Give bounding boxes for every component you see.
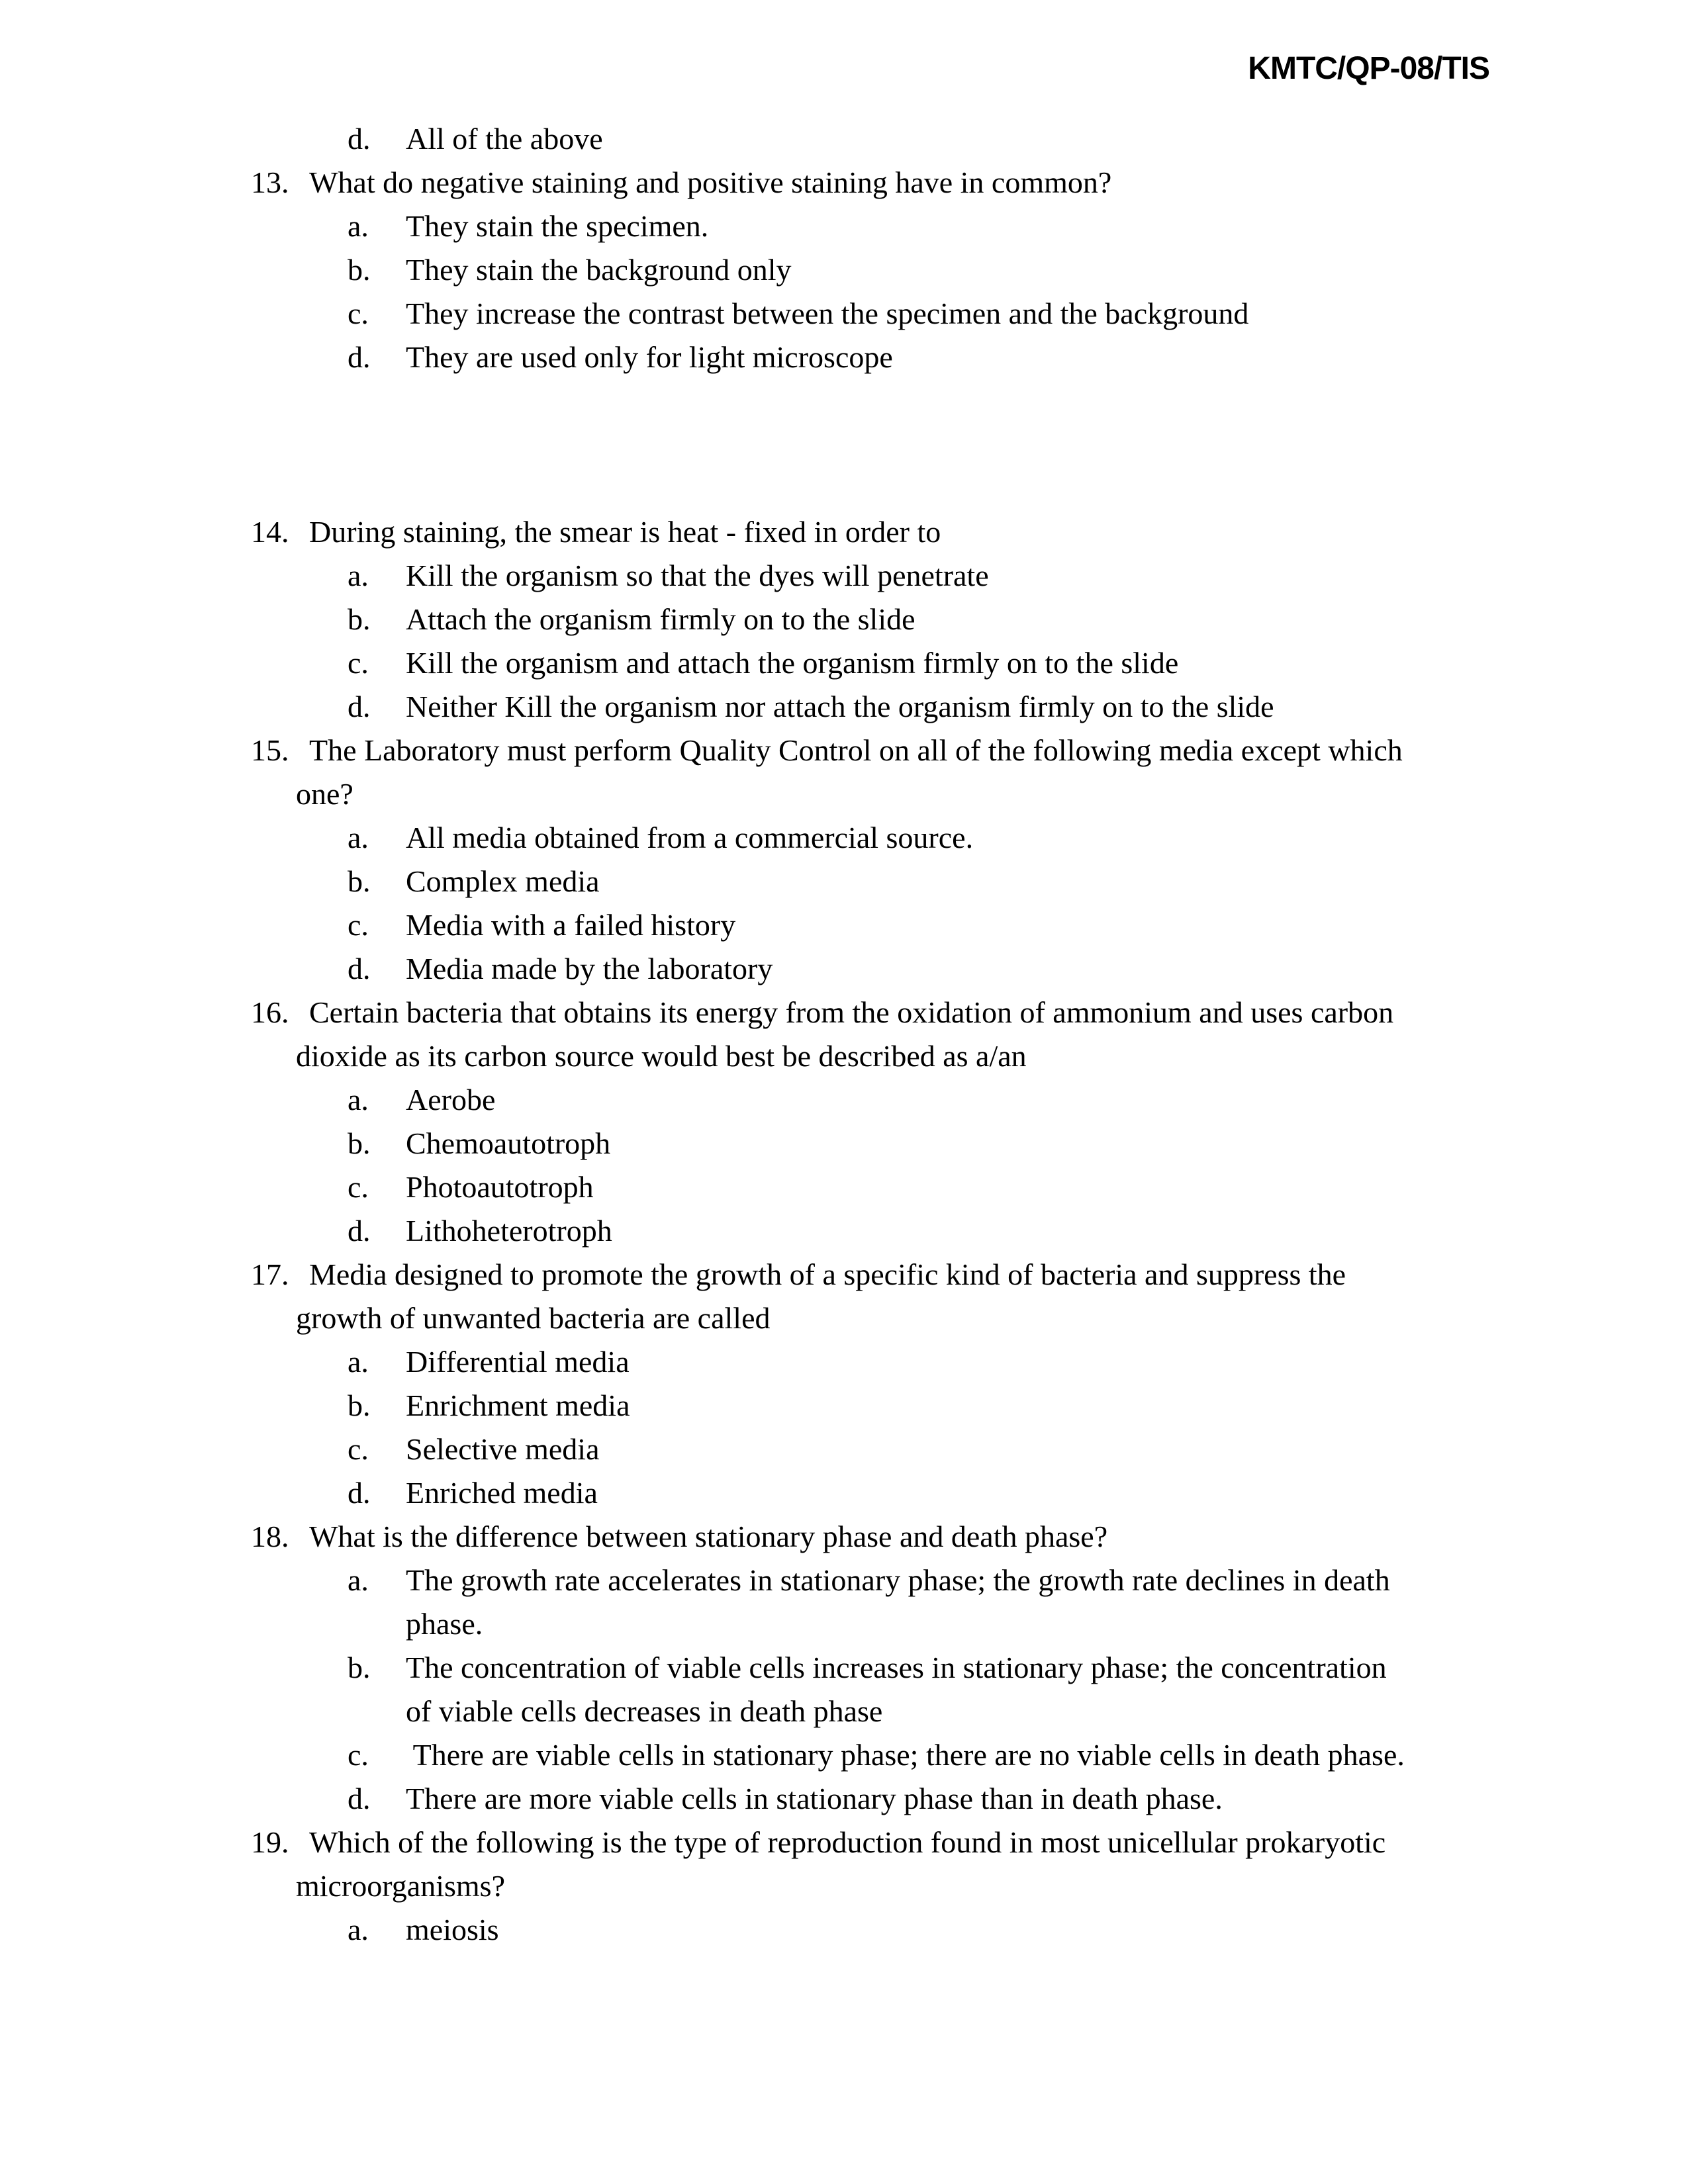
option-letter: b.	[348, 864, 371, 898]
question-number: 15.	[251, 733, 289, 767]
option-text: There are more viable cells in stationary phase than in death phase.	[406, 1782, 1223, 1815]
question-text: What do negative staining and positive staining have in common?	[309, 165, 1112, 199]
option-text: meiosis	[406, 1913, 499, 1946]
option-text: Selective media	[406, 1432, 600, 1466]
question-number: 19.	[251, 1825, 289, 1859]
option-text-continued: phase.	[406, 1607, 483, 1641]
option-line	[0, 205, 1688, 248]
option-line	[0, 598, 1688, 641]
option-letter: d.	[348, 340, 371, 374]
option-line	[0, 903, 1688, 947]
option-line	[0, 292, 1688, 336]
question-text-continued: growth of unwanted bacteria are called	[296, 1301, 771, 1335]
option-text: Photoautotroph	[406, 1170, 594, 1204]
option-line	[0, 1209, 1688, 1253]
option-letter: c.	[348, 908, 369, 942]
option-line	[0, 1908, 1688, 1952]
option-letter: c.	[348, 646, 369, 680]
question-line	[0, 510, 1688, 554]
question-text: Media designed to promote the growth of a specific kind of bacteria and suppress the	[309, 1257, 1346, 1291]
option-line	[0, 1122, 1688, 1165]
question-text: Which of the following is the type of reproduction found in most unicellular prokaryotic	[309, 1825, 1386, 1859]
option-letter: b.	[348, 602, 371, 636]
blank-gap	[0, 379, 1688, 510]
option-letter: c.	[348, 1432, 369, 1466]
question-line	[0, 1821, 1688, 1864]
option-line	[0, 1428, 1688, 1471]
option-line	[0, 1340, 1688, 1384]
option-text: All of the above	[406, 122, 603, 156]
question-text-continued: microorganisms?	[296, 1869, 505, 1903]
option-text: Attach the organism firmly on to the slide	[406, 602, 915, 636]
option-text: Enrichment media	[406, 1388, 630, 1422]
option-line	[0, 1559, 1688, 1602]
option-text: Neither Kill the organism nor attach the organism firmly on to the slide	[406, 690, 1274, 723]
option-letter: a.	[348, 1913, 369, 1946]
question-line	[0, 1253, 1688, 1297]
option-letter: d.	[348, 690, 371, 723]
question-number: 16.	[251, 995, 289, 1029]
option-text: Media made by the laboratory	[406, 952, 773, 985]
option-line	[0, 336, 1688, 379]
option-letter: c.	[348, 1170, 369, 1204]
option-letter: d.	[348, 1214, 371, 1248]
question-number: 13.	[251, 165, 289, 199]
option-text: Kill the organism and attach the organism firmly on to the slide	[406, 646, 1179, 680]
option-letter: b.	[348, 1651, 371, 1684]
questions-area	[0, 117, 1688, 1952]
option-letter: b.	[348, 253, 371, 287]
option-letter: a.	[348, 1345, 369, 1379]
option-line	[0, 1165, 1688, 1209]
option-text: Aerobe	[406, 1083, 496, 1116]
option-text: Complex media	[406, 864, 600, 898]
option-text: Media with a failed history	[406, 908, 736, 942]
option-line	[0, 1384, 1688, 1428]
question-text: What is the difference between stationary phase and death phase?	[309, 1520, 1108, 1553]
option-text-continued: of viable cells decreases in death phase	[406, 1694, 883, 1728]
option-letter: a.	[348, 1563, 369, 1597]
document-code: KMTC/QP-08/TIS	[1248, 51, 1489, 86]
option-text: They stain the specimen.	[406, 209, 709, 243]
option-letter: b.	[348, 1388, 371, 1422]
option-letter: a.	[348, 1083, 369, 1116]
question-number: 18.	[251, 1520, 289, 1553]
question-line	[0, 729, 1688, 772]
option-text: Kill the organism so that the dyes will penetrate	[406, 559, 989, 592]
question-line	[0, 1515, 1688, 1559]
option-letter: a.	[348, 559, 369, 592]
option-line	[0, 1078, 1688, 1122]
option-line	[0, 1733, 1688, 1777]
question-line	[0, 991, 1688, 1034]
option-line	[0, 248, 1688, 292]
option-text: They increase the contrast between the specimen and the background	[406, 296, 1249, 330]
option-letter: c.	[348, 1738, 369, 1772]
option-line	[0, 1471, 1688, 1515]
question-text: During staining, the smear is heat - fixed in order to	[309, 515, 941, 549]
option-line	[0, 1777, 1688, 1821]
option-text: Differential media	[406, 1345, 630, 1379]
option-text: Enriched media	[406, 1476, 598, 1510]
option-letter: d.	[348, 122, 371, 156]
option-letter: d.	[348, 952, 371, 985]
option-line	[0, 554, 1688, 598]
option-text: Lithoheterotroph	[406, 1214, 612, 1248]
question-number: 14.	[251, 515, 289, 549]
question-text: Certain bacteria that obtains its energy from the oxidation of ammonium and uses carbon	[309, 995, 1394, 1029]
option-letter: d.	[348, 1476, 371, 1510]
option-line	[0, 860, 1688, 903]
option-line	[0, 947, 1688, 991]
option-letter: a.	[348, 821, 369, 854]
option-text: The concentration of viable cells increases in stationary phase; the concentration	[406, 1651, 1387, 1684]
option-letter: a.	[348, 209, 369, 243]
question-text: The Laboratory must perform Quality Control on all of the following media except which	[309, 733, 1403, 767]
option-letter: d.	[348, 1782, 371, 1815]
option-letter: b.	[348, 1126, 371, 1160]
option-line	[0, 816, 1688, 860]
option-line	[0, 1646, 1688, 1690]
option-text: All media obtained from a commercial source.	[406, 821, 974, 854]
question-text-continued: dioxide as its carbon source would best be described as a/an	[296, 1039, 1027, 1073]
option-text: Chemoautotroph	[406, 1126, 611, 1160]
option-line	[0, 685, 1688, 729]
option-text: The growth rate accelerates in stationary phase; the growth rate declines in death	[406, 1563, 1390, 1597]
option-line	[0, 641, 1688, 685]
question-text-continued: one?	[296, 777, 353, 811]
option-line	[0, 117, 1688, 161]
question-line	[0, 161, 1688, 205]
option-text: They stain the background only	[406, 253, 792, 287]
question-number: 17.	[251, 1257, 289, 1291]
option-letter: c.	[348, 296, 369, 330]
option-text: They are used only for light microscope	[406, 340, 893, 374]
option-text: There are viable cells in stationary phase; there are no viable cells in death phase.	[406, 1738, 1405, 1772]
